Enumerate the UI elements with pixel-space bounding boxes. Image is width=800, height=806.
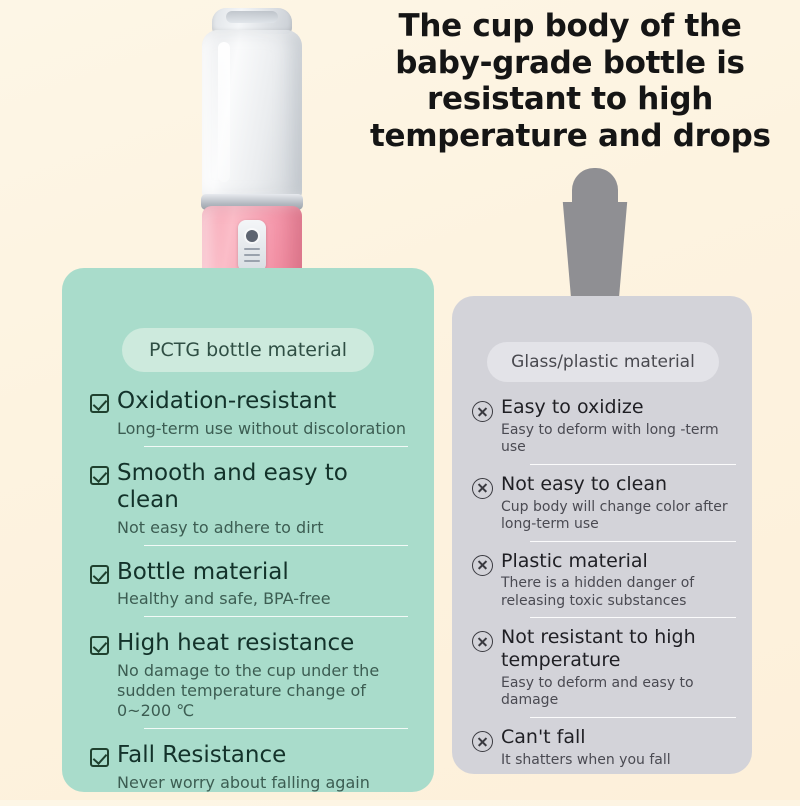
cross-icon — [472, 401, 493, 422]
list-item — [472, 626, 736, 718]
divider — [530, 541, 736, 542]
drawback-title: Easy to oxidize — [501, 396, 644, 418]
cross-icon — [472, 731, 493, 752]
headline-line-4: temperature and drops — [370, 117, 771, 154]
drawback-description: It shatters when you fall — [501, 751, 671, 768]
list-item — [90, 742, 408, 793]
blender-cup-highlight — [218, 42, 230, 182]
feature-description: Long-term use without discoloration — [117, 418, 407, 438]
pctg-material-panel — [62, 268, 434, 792]
check-icon — [90, 466, 109, 485]
drawback-title: Can't fall — [501, 725, 586, 748]
list-item — [472, 473, 736, 542]
headline-line-2: baby-grade bottle is — [395, 44, 745, 81]
blender-control-plate — [238, 220, 266, 272]
divider — [530, 717, 736, 718]
blender-cup-body — [202, 30, 302, 200]
cross-icon — [472, 631, 493, 652]
divider — [530, 617, 736, 618]
divider — [144, 446, 408, 447]
power-button-icon — [246, 230, 258, 242]
check-icon — [90, 394, 109, 413]
indicator-line-1 — [244, 248, 260, 250]
glass-plastic-drawback-list — [452, 396, 752, 777]
pctg-panel-title: PCTG bottle material — [122, 328, 374, 372]
divider — [144, 728, 408, 729]
cross-icon — [472, 555, 493, 576]
blender-lid-cap — [226, 11, 278, 23]
feature-description: No damage to the cup under the sudden temperature change of 0~200 ℃ — [117, 660, 380, 720]
headline-line-3: resistant to high — [426, 81, 714, 118]
check-icon — [90, 636, 109, 655]
indicator-line-3 — [244, 260, 260, 262]
check-icon — [90, 748, 109, 767]
cross-icon — [472, 478, 493, 499]
feature-description: Never worry about falling again — [117, 772, 370, 792]
list-item — [472, 726, 736, 769]
pctg-feature-list — [62, 388, 434, 806]
drawback-description: Cup body will change color after long-term use — [501, 498, 728, 533]
indicator-line-2 — [244, 254, 260, 256]
feature-title: Smooth and easy to clean — [117, 459, 348, 514]
glass-plastic-panel-title: Glass/plastic material — [487, 342, 719, 382]
feature-description: Not easy to adhere to dirt — [117, 517, 324, 537]
list-item — [472, 396, 736, 465]
drawback-title: Not easy to clean — [501, 472, 668, 495]
list-item — [90, 559, 408, 618]
feature-title: Bottle material — [117, 558, 289, 585]
list-item — [90, 460, 408, 546]
list-item — [472, 550, 736, 619]
drawback-title: Not resistant to high temperature — [501, 626, 696, 672]
check-icon — [90, 565, 109, 584]
feature-title: High heat resistance — [117, 630, 355, 657]
list-item — [90, 388, 408, 447]
feature-title: Fall Resistance — [117, 741, 287, 768]
drawback-description: There is a hidden danger of releasing toxic substances — [501, 575, 695, 609]
feature-title: Oxidation-resistant — [117, 388, 337, 414]
glass-plastic-bottle-icon — [558, 168, 632, 300]
drawback-description: Easy to deform with long -term use — [501, 421, 719, 456]
portable-blender-image — [182, 8, 322, 308]
divider — [144, 616, 408, 617]
bottle-body — [560, 202, 630, 300]
page-title — [370, 8, 770, 154]
feature-description: Healthy and safe, BPA-free — [117, 589, 331, 609]
divider — [144, 545, 408, 546]
list-item — [90, 630, 408, 729]
drawback-description: Easy to deform and easy to damage — [501, 674, 694, 709]
drawback-title: Plastic material — [501, 549, 648, 572]
headline-line-1: The cup body of the — [398, 8, 742, 44]
glass-plastic-material-panel — [452, 296, 752, 774]
divider — [530, 464, 736, 465]
